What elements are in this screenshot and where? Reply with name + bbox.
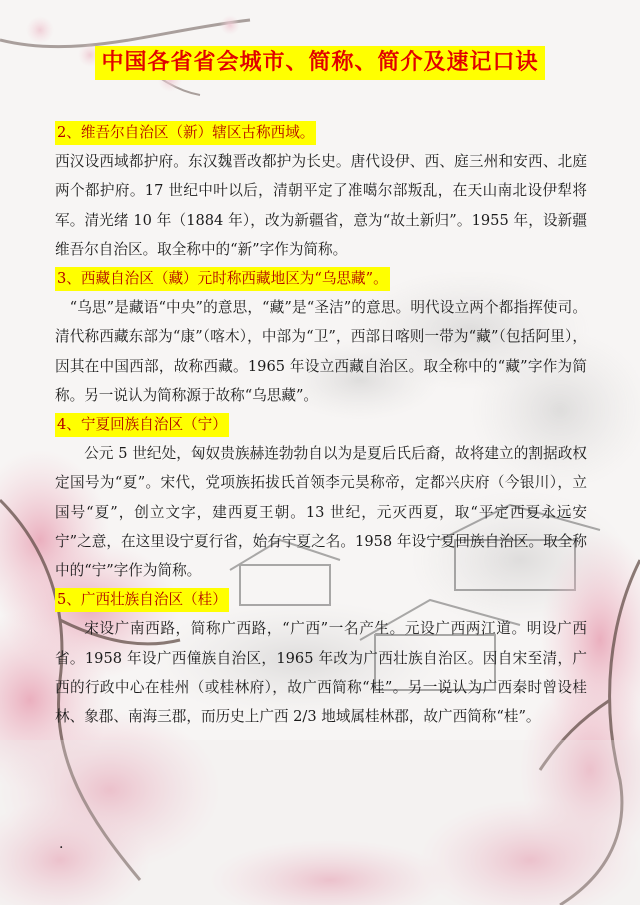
section-heading: 2、维吾尔自治区（新）辖区古称西域。 <box>55 121 316 145</box>
section-paragraph: 公元 5 世纪处，匈奴贵族赫连勃勃自以为是夏后氏后裔，故将建立的割据政权定国号为“夏”。宋代，党项族拓拔氏首领李元昊称帝，定都兴庆府（今银川），立国号“夏”，创立文字，建西夏王朝。13 世纪，元灭西夏，取“平定西夏永远安宁”之意，在这里设宁夏行省，始有宁夏之名。1958 年设宁夏回族自治区。取全称中的“宁”字作为简称。 <box>55 445 587 580</box>
section-heading: 3、西藏自治区（藏）元时称西藏地区为“乌思藏”。 <box>55 267 390 291</box>
section-heading: 5、广西壮族自治区（桂） <box>55 588 229 612</box>
section-paragraph: 宋设广南西路，简称广西路，“广西”一名产生。元设广西两江道。明设广西省。1958 年设广西僮族自治区，1965 年改为广西壮族自治区。因自宋至清，广西的行政中心在桂州（或桂林府），故广西简称“桂”。另一说认为广西秦时曾设桂林、象郡、南海三郡，而历史上广西 2/3 地域属桂林郡，故广西简称“桂”。 <box>55 620 587 726</box>
page-title: 中国各省省会城市、简称、简介及速记口诀 <box>95 46 544 80</box>
section-ningxia <box>55 410 587 585</box>
trailing-mark: . <box>59 836 64 852</box>
section-paragraph: “乌思”是藏语“中央”的意思，“藏”是“圣洁”的意思。明代设立两个都指挥使司。清代称西藏东部为“康”（喀木），中部为“卫”，西部日喀则一带为“藏”（包括阿里），因其在中国西部，故称西藏。1965 年设立西藏自治区。取全称中的“藏”字作为简称。另一说认为简称源于故称“乌思藏”。 <box>55 299 587 404</box>
section-xinjiang <box>55 118 587 264</box>
section-paragraph: 西汉设西域都护府。东汉魏晋改都护为长史。唐代设伊、西、庭三州和安西、北庭两个都护府。17 世纪中叶以后，清朝平定了准噶尔部叛乱，在天山南北设伊犁将军。清光绪 10 年（1884 年），改为新疆省，意为“故土新归”。1955 年，设新疆维吾尔自治区。取全称中的“新”字作为简称。 <box>55 153 587 258</box>
title-container <box>0 46 640 80</box>
section-xizang <box>55 264 587 410</box>
document-body <box>55 118 587 731</box>
section-heading: 4、宁夏回族自治区（宁） <box>55 413 229 437</box>
section-guangxi <box>55 585 587 731</box>
